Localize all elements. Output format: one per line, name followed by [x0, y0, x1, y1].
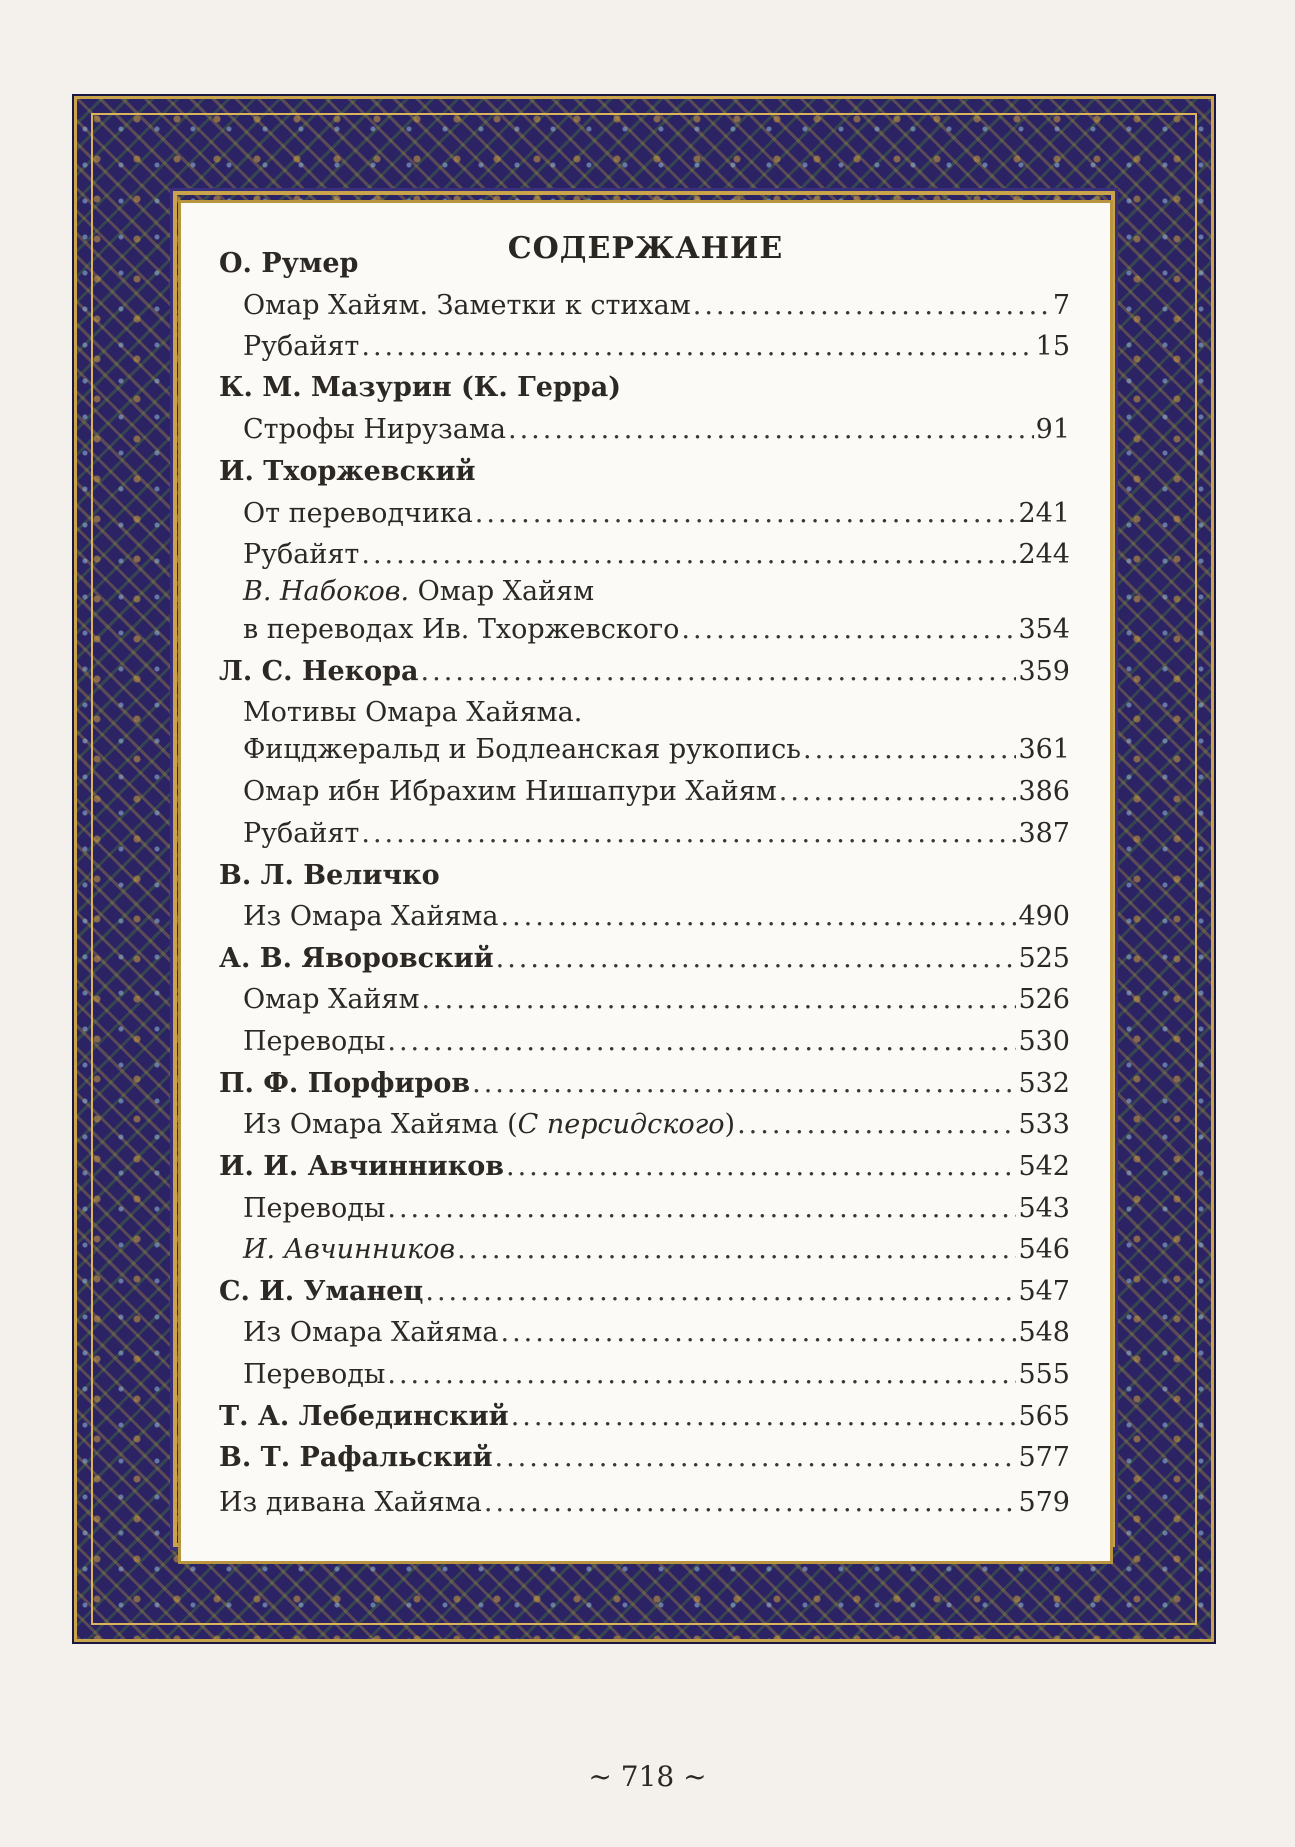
leader-dots — [506, 1150, 1016, 1184]
toc-entry — [243, 817, 1070, 851]
toc-page: 386 — [1018, 776, 1070, 807]
toc-author-avchinnikov — [219, 1150, 1070, 1184]
toc-author-rumer — [219, 247, 1070, 281]
toc-page: 354 — [1018, 614, 1070, 645]
toc-entry — [219, 1486, 1070, 1520]
toc-page: 15 — [1035, 331, 1070, 362]
toc-entry — [243, 1358, 1070, 1392]
toc-page: 542 — [1018, 1151, 1070, 1182]
toc-label: Л. С. Некора — [219, 656, 419, 687]
toc-panel — [178, 200, 1113, 1564]
toc-page: 555 — [1018, 1359, 1070, 1390]
leader-dots — [421, 655, 1017, 689]
toc-label: в переводах Ив. Тхоржевского — [243, 614, 680, 645]
toc-page: 387 — [1018, 818, 1070, 849]
toc-page: 577 — [1018, 1442, 1070, 1473]
toc-page: 546 — [1018, 1234, 1070, 1265]
leader-dots — [484, 1486, 1017, 1520]
toc-label: И. Тхоржевский — [219, 456, 476, 487]
leader-dots — [387, 1358, 1016, 1392]
toc-label: Рубайят — [243, 818, 360, 849]
toc-label: П. Ф. Порфиров — [219, 1068, 471, 1099]
toc-label: О. Румер — [219, 248, 359, 279]
toc-label: От переводчика — [243, 498, 473, 529]
toc-author-velichko — [219, 859, 1070, 893]
toc-label: С. И. Уманец — [219, 1276, 424, 1307]
page-number: ~ 718 ~ — [588, 1760, 707, 1793]
toc-page: 361 — [1018, 734, 1070, 765]
toc-page: 533 — [1018, 1109, 1070, 1140]
leader-dots — [693, 289, 1051, 323]
toc-author-rafalsky — [219, 1441, 1070, 1475]
toc-page: 91 — [1035, 414, 1070, 445]
toc-label-tail: ) — [724, 1109, 736, 1140]
toc-label: Переводы — [243, 1193, 386, 1224]
toc-page: 530 — [1018, 1026, 1070, 1057]
leader-dots — [361, 330, 1033, 364]
toc-page: 241 — [1018, 498, 1070, 529]
toc-entry — [243, 289, 1070, 323]
toc-entry — [243, 1108, 1070, 1142]
toc-label: Переводы — [243, 1026, 386, 1057]
toc-label: К. М. Мазурин (К. Герра) — [219, 372, 621, 403]
toc-entry — [243, 613, 1070, 647]
toc-page: 490 — [1018, 901, 1070, 932]
toc-label: Рубайят — [243, 331, 360, 362]
toc-entry — [243, 1233, 1070, 1267]
toc-entry — [243, 900, 1070, 934]
toc-label: Рубайят — [243, 539, 360, 570]
toc-entry — [243, 1192, 1070, 1226]
toc-label: Строфы Нирузама — [243, 414, 506, 445]
toc-label: Из Омара Хайяма — [243, 901, 499, 932]
toc-label: И. И. Авчинников — [219, 1151, 504, 1182]
toc-author-tkhorzhevsky — [219, 455, 1070, 489]
toc-label-italic: В. Набоков. — [243, 576, 410, 607]
page-title: СОДЕРЖАНИЕ — [507, 231, 784, 266]
toc-label: В. Л. Величко — [219, 860, 440, 891]
toc-author-mazurin — [219, 371, 1070, 405]
toc-page: 244 — [1018, 539, 1070, 570]
toc-label: Омар ибн Ибрахим Нишапури Хайям — [243, 776, 777, 807]
leader-dots — [501, 1316, 1017, 1350]
toc-label: Из Омара Хайяма ( — [243, 1109, 518, 1140]
toc-label: Фицджеральд и Бодлеанская рукопись — [243, 734, 801, 765]
leader-dots — [475, 497, 1017, 531]
toc-entry — [243, 538, 1070, 572]
leader-dots — [496, 942, 1017, 976]
leader-dots — [457, 1233, 1016, 1267]
toc-entry-line1 — [243, 575, 1070, 609]
leader-dots — [508, 413, 1034, 447]
toc-entry — [243, 497, 1070, 531]
toc-label: Омар Хайям — [243, 984, 420, 1015]
toc-entry-line1 — [243, 696, 1070, 730]
toc-entry — [243, 775, 1070, 809]
toc-label-italic: С персидского — [517, 1109, 725, 1140]
toc-author-yavorovsky — [219, 942, 1070, 976]
toc-author-porfirov — [219, 1067, 1070, 1101]
leader-dots — [387, 1025, 1016, 1059]
leader-dots — [681, 613, 1016, 647]
leader-dots — [737, 1108, 1016, 1142]
toc-page: 579 — [1018, 1487, 1070, 1518]
toc-label: Переводы — [243, 1359, 386, 1390]
toc-entry — [243, 330, 1070, 364]
toc-page: 548 — [1018, 1317, 1070, 1348]
toc-author-lebedinsky — [219, 1400, 1070, 1434]
toc-author-umanets — [219, 1275, 1070, 1309]
toc-entry — [243, 1316, 1070, 1350]
toc-page: 532 — [1018, 1068, 1070, 1099]
leader-dots — [511, 1400, 1017, 1434]
leader-dots — [779, 775, 1017, 809]
toc-entry — [243, 733, 1070, 767]
toc-label: А. В. Яворовский — [219, 943, 494, 974]
toc-entry — [243, 983, 1070, 1017]
toc-page: 525 — [1018, 943, 1070, 974]
toc-label: Т. А. Лебединский — [219, 1401, 509, 1432]
toc-entry — [243, 413, 1070, 447]
toc-author-nekora — [219, 655, 1070, 689]
leader-dots — [421, 983, 1016, 1017]
toc-label: Омар Хайям. Заметки к стихам — [243, 290, 691, 321]
toc-page: 543 — [1018, 1193, 1070, 1224]
leader-dots — [425, 1275, 1016, 1309]
leader-dots — [495, 1441, 1017, 1475]
toc-page: 565 — [1018, 1401, 1070, 1432]
leader-dots — [501, 900, 1017, 934]
toc-label: Из дивана Хайяма — [219, 1487, 482, 1518]
toc-page: 359 — [1018, 656, 1070, 687]
leader-dots — [472, 1067, 1016, 1101]
toc-entry — [243, 1025, 1070, 1059]
toc-label-italic: И. Авчинников — [243, 1234, 456, 1265]
toc-label: Мотивы Омара Хайяма. — [243, 697, 583, 728]
toc-page: 547 — [1018, 1276, 1070, 1307]
toc-label: В. Т. Рафальский — [219, 1442, 493, 1473]
toc-page: 526 — [1018, 984, 1070, 1015]
toc-label: Из Омара Хайяма — [243, 1317, 499, 1348]
toc-label: Омар Хайям — [409, 576, 595, 607]
leader-dots — [803, 733, 1016, 767]
leader-dots — [387, 1192, 1016, 1226]
leader-dots — [361, 538, 1016, 572]
toc-page: 7 — [1052, 290, 1070, 321]
leader-dots — [361, 817, 1016, 851]
